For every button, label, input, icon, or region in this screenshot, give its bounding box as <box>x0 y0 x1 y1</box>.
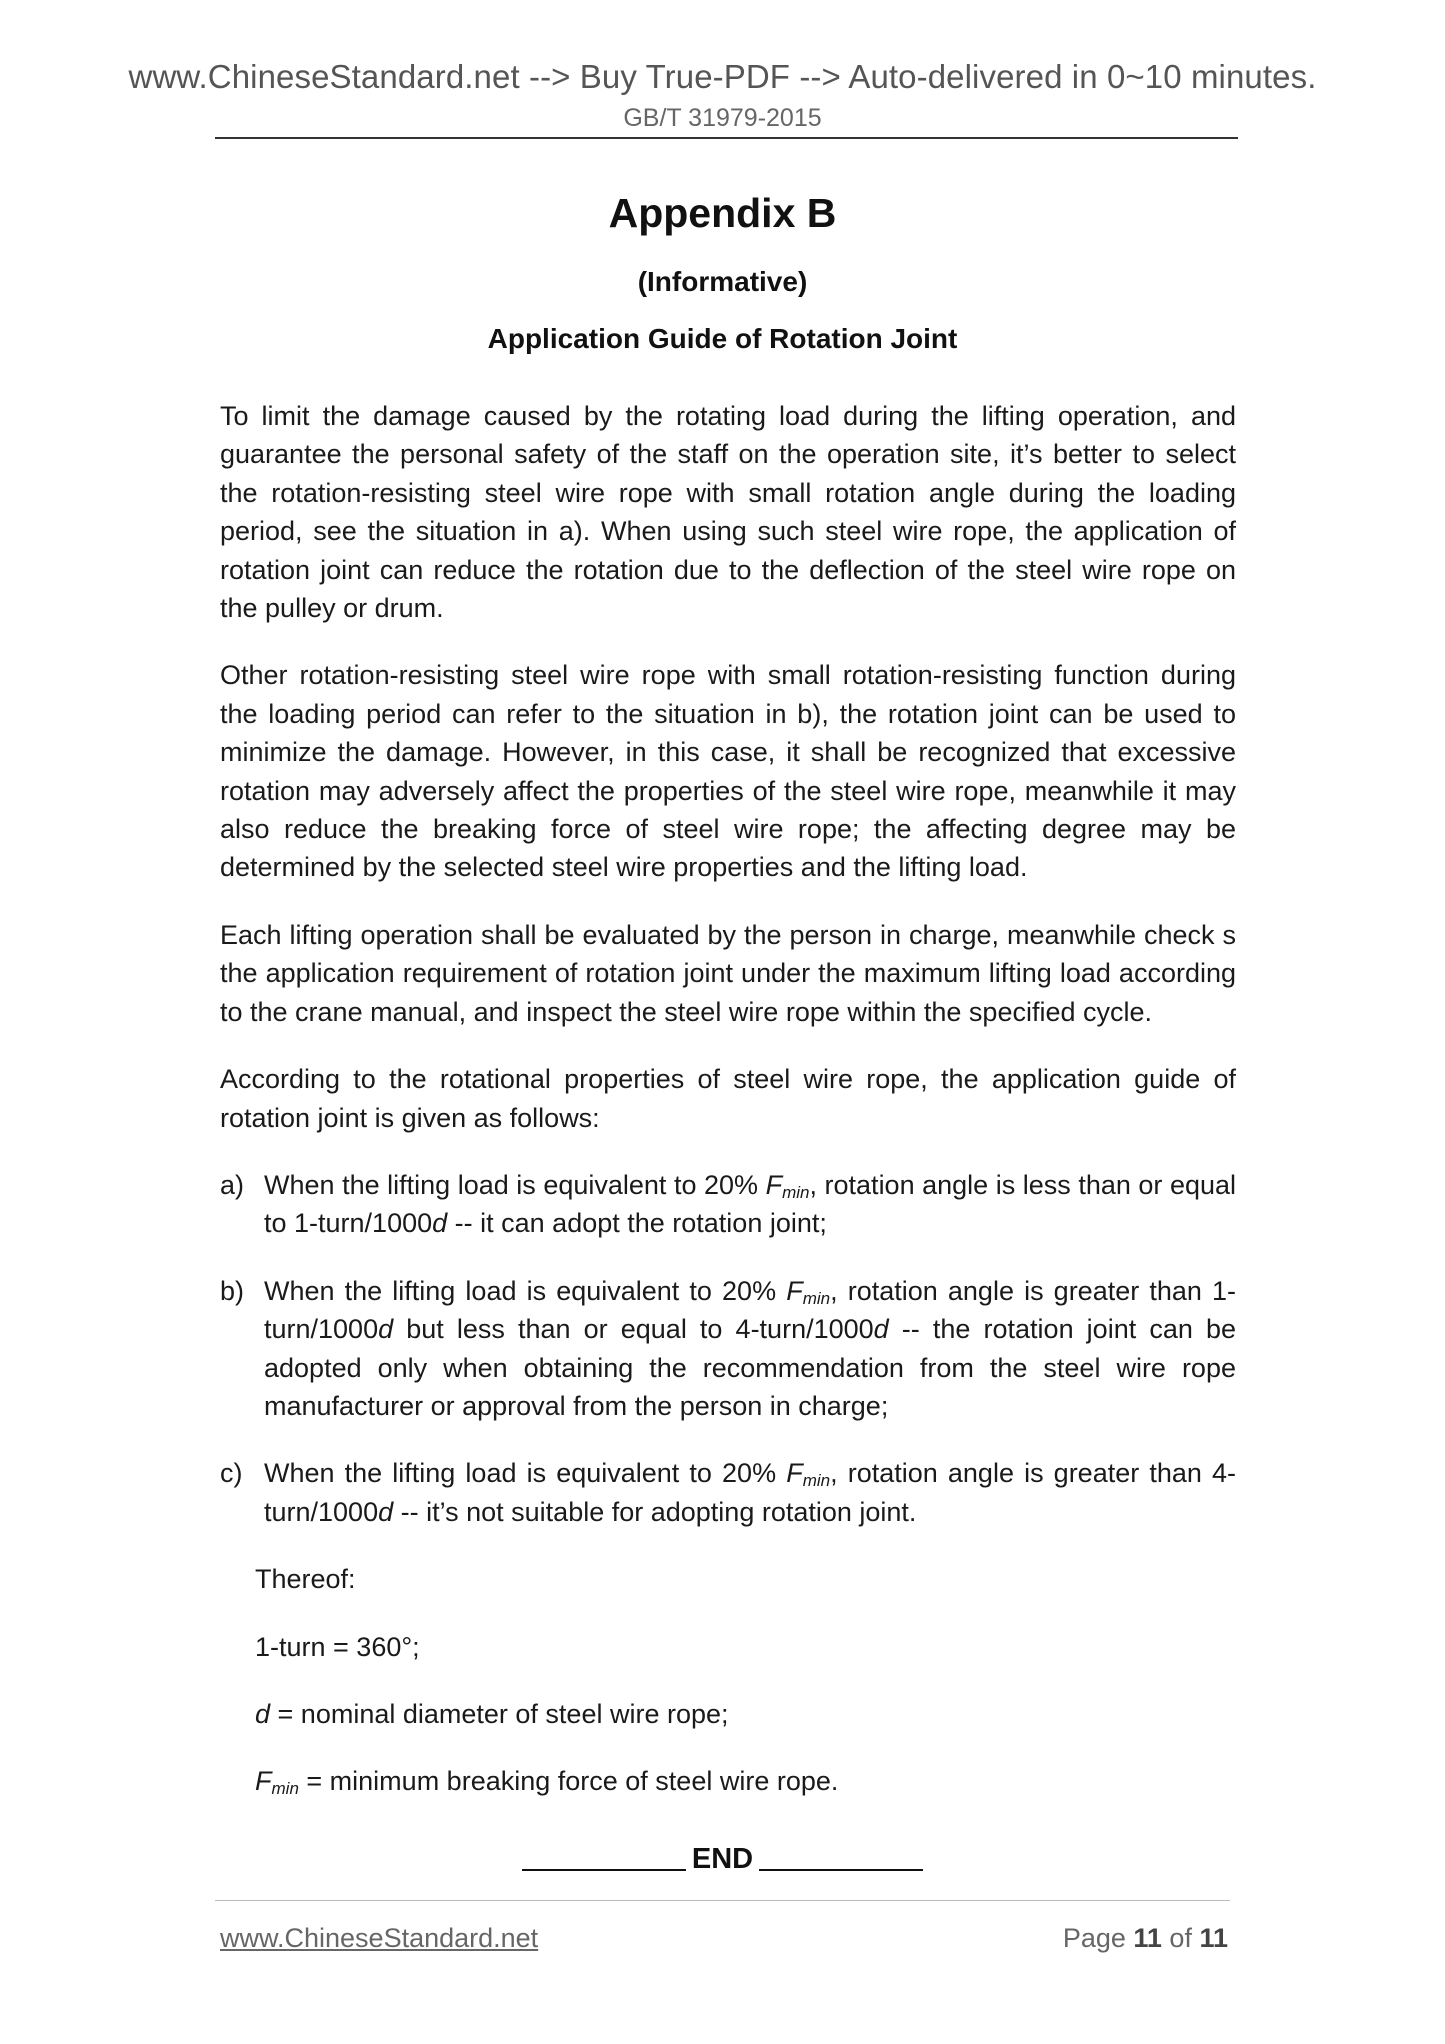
header-divider <box>215 137 1238 139</box>
list-label: c) <box>220 1458 243 1489</box>
symbol-f: F <box>786 1458 803 1489</box>
page-number: 11 <box>1133 1923 1162 1953</box>
thereof-label: Thereof: <box>255 1564 356 1595</box>
page-word: Page <box>1062 1923 1134 1953</box>
list-text: -- the rotation joint can be adopted only when obtaining the recommendation from the steel wire rope manufacturer or approval from the person in charge; <box>264 1314 1236 1421</box>
section-heading: Application Guide of Rotation Joint <box>487 323 958 354</box>
list-text: but less than or equal to 4-turn/1000 <box>393 1314 874 1345</box>
list-text: , rotation angle is greater than 4-turn/1000 <box>264 1458 1237 1527</box>
symbol-d: d <box>378 1496 394 1527</box>
symbol-d: d <box>378 1314 394 1345</box>
end-line-right <box>759 1869 923 1871</box>
list-text: When the lifting load is equivalent to 20% <box>264 1169 766 1200</box>
document-body <box>220 397 1236 1830</box>
list-item-b <box>220 1272 1236 1426</box>
list-text: -- it can adopt the rotation joint; <box>447 1208 827 1239</box>
list-text: When the lifting load is equivalent to 20% <box>264 1275 787 1306</box>
d-definition <box>220 1695 1236 1733</box>
symbol-min: min <box>271 1779 299 1799</box>
symbol-f: F <box>765 1169 783 1200</box>
paragraph: Each lifting operation shall be evaluated by the person in charge, meanwhile check s the application requirement of rotation joint under the maximum lifting load according to the crane manual, and inspect the steel wire rope within the specified cycle. <box>220 919 1236 1027</box>
symbol-d: d <box>255 1698 271 1729</box>
list-text: -- it’s not suitable for adopting rotation joint. <box>393 1496 917 1527</box>
page-title: Appendix B <box>608 190 837 236</box>
header-banner: www.ChineseStandard.net --> Buy True-PDF --> Auto-delivered in 0~10 minutes. <box>128 58 1317 95</box>
standard-number: GB/T 31979-2015 <box>623 104 822 132</box>
page-total: 11 <box>1199 1923 1228 1953</box>
symbol-f: F <box>786 1275 803 1306</box>
symbol-f: F <box>255 1766 272 1797</box>
of-word: of <box>1161 1923 1200 1953</box>
definition-text: = nominal diameter of steel wire rope; <box>270 1698 729 1729</box>
turn-definition: 1-turn = 360°; <box>255 1631 420 1662</box>
paragraph: According to the rotational properties of steel wire rope, the application guide of rotation joint is given as follows: <box>220 1064 1236 1133</box>
end-line-left <box>522 1869 686 1871</box>
end-label: END <box>691 1843 754 1875</box>
list-item-a <box>220 1166 1236 1243</box>
footer-website-link[interactable]: www.ChineseStandard.net <box>220 1923 539 1953</box>
page-indicator <box>1063 1923 1228 1954</box>
list-label: a) <box>220 1169 245 1200</box>
list-item-c <box>220 1454 1236 1531</box>
definition-text: = minimum breaking force of steel wire rope. <box>298 1766 839 1797</box>
symbol-d: d <box>432 1208 448 1239</box>
footer-divider <box>215 1900 1230 1901</box>
symbol-min: min <box>782 1182 810 1202</box>
list-text: When the lifting load is equivalent to 20% <box>264 1458 787 1489</box>
symbol-min: min <box>802 1288 831 1308</box>
page-subtitle: (Informative) <box>637 266 808 297</box>
paragraph: To limit the damage caused by the rotating load during the lifting operation, and guarantee the personal safety of the staff on the operation site, it’s better to select the rotation-resisting steel wire rope with small rotation angle during the loading period, see the situation in a). When using such steel wire rope, the application of rotation joint can reduce the rotation due to the deflection of the steel wire rope on the pulley or drum. <box>220 401 1236 624</box>
symbol-min: min <box>802 1471 831 1491</box>
list-label: b) <box>220 1275 245 1306</box>
paragraph: Other rotation-resisting steel wire rope with small rotation-resisting function during the loading period can refer to the situation in b), the rotation joint can be used to minimize the damage. However, in this case, it shall be recognized that excessive rotation may adversely affect the properties of the steel wire rope, meanwhile it may also reduce the breaking force of steel wire rope; the affecting degree may be determined by the selected steel wire properties and the lifting load. <box>220 660 1236 883</box>
end-marker <box>0 1843 1445 1876</box>
list-text: , rotation angle is greater than 1-turn/1000 <box>264 1275 1237 1345</box>
list-text: , rotation angle is less than or equal to 1-turn/1000 <box>264 1169 1237 1239</box>
symbol-d: d <box>873 1314 889 1345</box>
fmin-definition <box>220 1762 1236 1800</box>
